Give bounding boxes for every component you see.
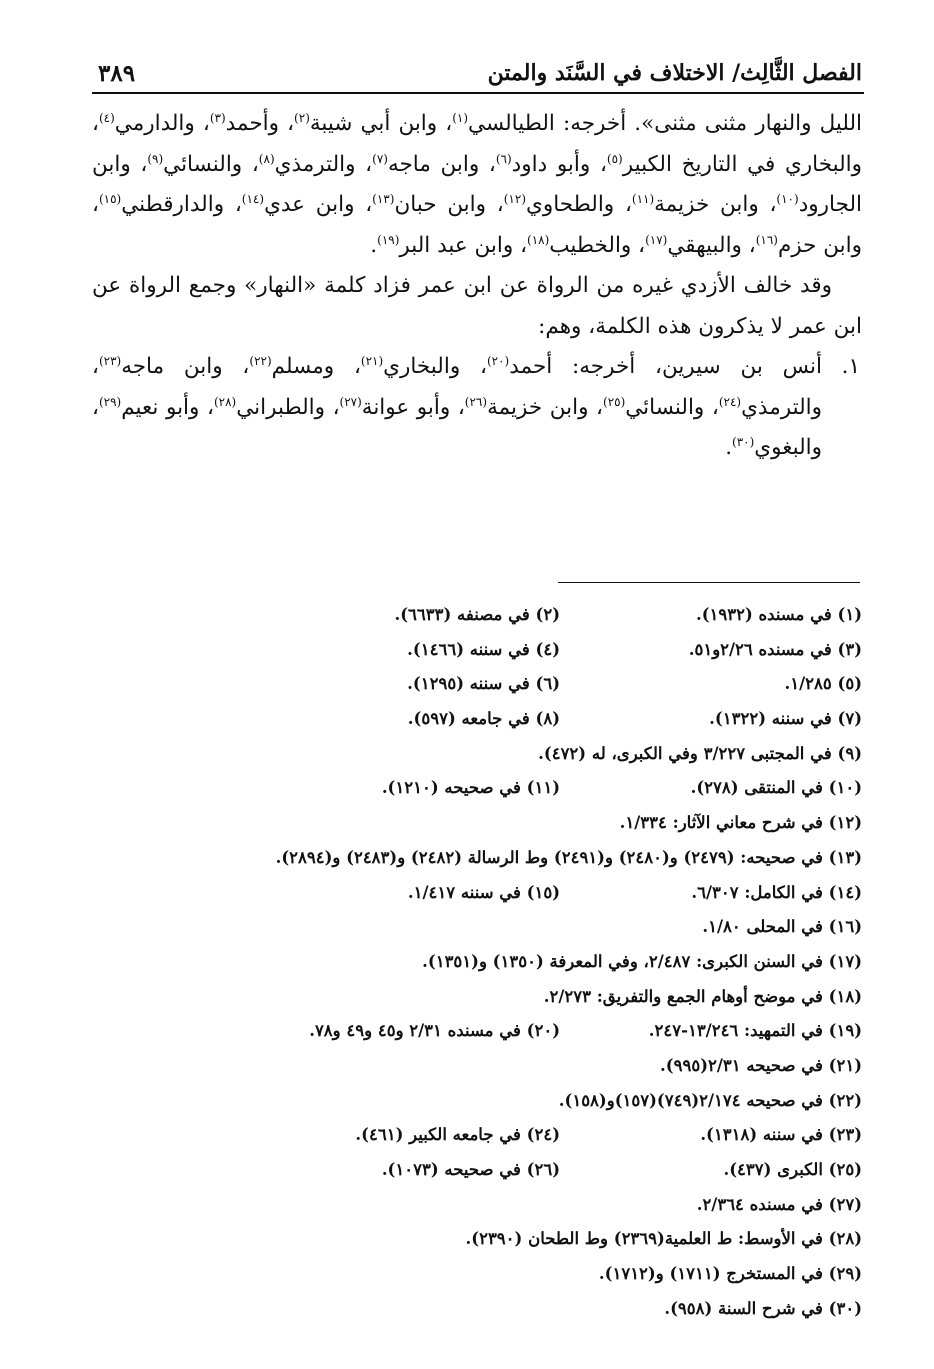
footnote-ref: (٤) xyxy=(98,110,115,125)
text-run: ، وابن حبان xyxy=(394,192,504,217)
text-run: . xyxy=(370,232,378,258)
footnote-entry: (١٨) في موضح أوهام الجمع والتفريق: ٢/٢٧٣. xyxy=(543,986,862,1006)
footnote-ref: (٦) xyxy=(495,151,512,166)
footnote-row xyxy=(150,876,862,911)
footnote-ref: (٢٨) xyxy=(213,394,237,409)
footnote-entry: (٢٠) في مسنده ٢/٣١ و٤٥ و٤٩ و٧٨. xyxy=(309,1021,560,1041)
footnote-ref: (١٥) xyxy=(98,191,122,206)
page-number: ٣٨٩ xyxy=(98,60,136,87)
footnote-entry: (٢٤) في جامعه الكبير (٤٦١). xyxy=(355,1125,560,1145)
footnote-ref: (٢١) xyxy=(360,353,384,368)
text-run: ، وابن الجارود xyxy=(92,151,862,217)
text-run: ، وأبو داود xyxy=(511,151,607,177)
text-run: ، وابن عدي xyxy=(264,192,373,217)
footnote-row xyxy=(150,980,862,1015)
footnote-ref: (٢٠) xyxy=(486,353,510,368)
footnote-row xyxy=(150,841,862,876)
text-run: ، وأبو عوانة xyxy=(361,394,465,420)
text-run: أنس بن سيرين، أخرجه: أحمد xyxy=(509,354,823,379)
text-run: ، والبخاري xyxy=(383,354,487,379)
footnote-ref: (١٨) xyxy=(527,232,550,247)
chapter-title: الفصل الثَّالِث/ الاختلاف في السَّنَد والمتن xyxy=(487,60,862,86)
footnote-entry: (٢٧) في مسنده ٢/٣٦٤. xyxy=(696,1194,862,1214)
footnote-entry: (١٠) في المنتقى (٢٧٨). xyxy=(690,778,862,798)
footnote-row xyxy=(150,633,862,668)
paragraph-hadith-takhrij xyxy=(92,104,862,266)
footnote-row xyxy=(150,806,862,841)
footnote-row xyxy=(150,1118,862,1153)
footnote-entry: (١) في مسنده (١٩٣٢). xyxy=(695,605,862,624)
footnote-entry: (٢٢) في صحيحه ٢/١٧٤(٧٤٩)(١٥٧)و(١٥٨). xyxy=(558,1090,862,1110)
text-run: ، والطبراني xyxy=(236,394,340,420)
text-run: ، وأحمد xyxy=(225,111,295,136)
footnote-ref: (١٩) xyxy=(377,232,400,247)
footnote-ref: (٢٦) xyxy=(464,394,488,409)
footnote-entry: (١٢) في شرح معاني الآثار: ١/٣٣٤. xyxy=(619,813,862,833)
footnote-row xyxy=(150,910,862,945)
footnote-entry: (٣) في مسنده ٢/٢٦و٥١. xyxy=(688,639,862,659)
list-item-number: ١. xyxy=(841,354,860,379)
footnote-row xyxy=(150,1188,862,1223)
footnote-entry: (٢٩) في المستخرج (١٧١١) و(١٧١٢). xyxy=(598,1264,862,1284)
text-run: ، والبخاري في التاريخ الكبير xyxy=(92,111,863,177)
paragraph-azdi-addition: وقد خالف الأزدي غيره من الرواة عن ابن عمر فزاد كلمة «النهار» وجمع الرواة عن ابن عمر لا يذكرون هذه الكلمة، وهم: xyxy=(92,273,862,339)
footnote-entry: (٧) في سننه (١٣٢٢). xyxy=(709,709,862,729)
text-run: ، والخطيب xyxy=(549,232,646,258)
footnote-entry: (١٩) في التمهيد: ١٣/٢٤٦-٢٤٧. xyxy=(648,1021,862,1041)
footnote-separator xyxy=(558,582,860,583)
text-run: ، وابن أبي شيبة xyxy=(309,111,453,136)
footnote-row xyxy=(150,1014,862,1049)
text-run: ، والدارمي xyxy=(114,111,210,136)
footnote-entry: (٥) ١/٢٨٥. xyxy=(784,674,862,694)
footnote-row xyxy=(150,1222,862,1257)
footnote-entry: (٢٦) في صحيحه (١٠٧٣). xyxy=(381,1160,560,1179)
footnote-row xyxy=(150,737,862,772)
footnote-row xyxy=(150,945,862,980)
footnote-ref: (٢٧) xyxy=(339,394,362,409)
footnote-ref: (١٢) xyxy=(503,191,526,206)
list-item xyxy=(92,347,862,469)
footnote-ref: (٢٣) xyxy=(98,353,122,368)
footnote-row xyxy=(150,598,862,633)
footnote-ref: (١٤) xyxy=(241,191,265,206)
text-run: ، وابن حزم xyxy=(92,192,862,258)
footnote-ref: (٢٥) xyxy=(603,394,626,409)
footnote-entry: (١٣) في صحيحه: (٢٤٧٩) و(٢٤٨٠) و(٢٤٩١) وط الرسالة (٢٤٨٢) و(٢٤٨٣) و(٢٨٩٤). xyxy=(275,847,862,867)
footnote-entry: (٣٠) في شرح السنة (٩٥٨). xyxy=(664,1298,862,1318)
footnote-ref: (١) xyxy=(452,110,469,125)
footnote-row xyxy=(150,771,862,806)
footnote-ref: (٩) xyxy=(147,151,164,166)
footnote-entry: (٢) في مصنفه (٦٦٣٣). xyxy=(394,605,560,624)
text-run: ، والبغوي xyxy=(92,394,822,460)
footnote-ref: (٢٩) xyxy=(98,394,122,409)
header-rule xyxy=(92,92,864,94)
footnote-ref: (٨) xyxy=(258,151,275,166)
text-run: ، والطحاوي xyxy=(526,192,632,217)
footnote-entry: (٤) في سننه (١٤٦٦). xyxy=(407,639,560,659)
footnote-entry: (١٥) في سننه ١/٤١٧. xyxy=(407,882,560,902)
footnote-ref: (٣) xyxy=(209,110,226,125)
text-run: ، ومسلم xyxy=(271,354,361,379)
text-run: ، وابن خزيمة xyxy=(654,192,777,217)
footnote-entry: (٩) في المجتبى ٣/٢٢٧ وفي الكبرى، له (٤٧٢). xyxy=(538,743,862,763)
footnote-entry: (٨) في جامعه (٥٩٧). xyxy=(407,709,560,729)
footnote-entry: (١٧) في السنن الكبرى: ٢/٤٨٧، وفي المعرفة (١٣٥٠) و(١٣٥١). xyxy=(422,951,862,971)
text-run: ، والدارقطني xyxy=(121,192,242,217)
text-run: ، والنسائي xyxy=(625,394,719,420)
main-text xyxy=(92,104,862,469)
footnote-row xyxy=(150,1292,862,1327)
footnote-entry: (٢٥) الكبرى (٤٣٧). xyxy=(723,1160,862,1179)
text-run: ، والترمذي xyxy=(92,354,822,420)
text-run: ، والنسائي xyxy=(163,151,259,177)
text-run: . xyxy=(725,435,733,460)
footnote-row xyxy=(150,1049,862,1084)
footnote-entry: (٢٨) في الأوسط: ط العلمية(٢٣٦٩) وط الطحان (٢٣٩٠). xyxy=(465,1229,862,1249)
running-header xyxy=(92,56,862,92)
text-run: ، وابن خزيمة xyxy=(487,394,603,420)
footnote-ref: (١٣) xyxy=(372,191,395,206)
footnote-entry: (١١) في صحيحه (١٢١٠). xyxy=(381,778,560,798)
footnote-ref: (١٧) xyxy=(645,232,668,247)
footnote-ref: (٢) xyxy=(294,110,310,125)
footnote-ref: (١٠) xyxy=(776,191,799,206)
footnote-entry: (٢١) في صحيحه ٢/٣١(٩٩٥). xyxy=(660,1055,862,1075)
footnote-entry: (٦) في سننه (١٢٩٥). xyxy=(407,674,560,694)
text-run: ، والترمذي xyxy=(274,151,373,177)
footnote-row xyxy=(150,1084,862,1119)
footnote-ref: (٢٤) xyxy=(718,394,742,409)
text-run: ، وأبو نعيم xyxy=(121,394,214,420)
footnote-row xyxy=(150,667,862,702)
footnote-ref: (١٦) xyxy=(755,232,778,247)
footnote-row xyxy=(150,1153,862,1188)
footnote-entry: (١٦) في المحلى ١/٨٠. xyxy=(702,917,862,937)
footnote-entry: (٢٣) في سننه (١٣١٨). xyxy=(700,1125,862,1145)
footnote-row xyxy=(150,1257,862,1292)
footnote-ref: (١١) xyxy=(631,191,655,206)
text-run: ، وابن عبد البر xyxy=(399,232,528,258)
text-run: الليل والنهار مثنى مثنى». أخرجه: الطيالسي xyxy=(468,111,863,136)
footnotes xyxy=(150,598,862,1326)
footnote-row xyxy=(150,702,862,737)
footnote-entry: (١٤) في الكامل: ٦/٣٠٧. xyxy=(691,882,862,902)
footnote-ref: (٥) xyxy=(606,151,623,166)
text-run: ، وابن ماجه xyxy=(387,151,496,177)
footnote-ref: (٣٠) xyxy=(732,434,755,449)
text-run: ، وابن ماجه xyxy=(121,354,250,379)
text-run: ، والبيهقي xyxy=(667,232,756,258)
footnote-ref: (٧) xyxy=(372,151,388,166)
footnote-ref: (٢٢) xyxy=(249,353,272,368)
